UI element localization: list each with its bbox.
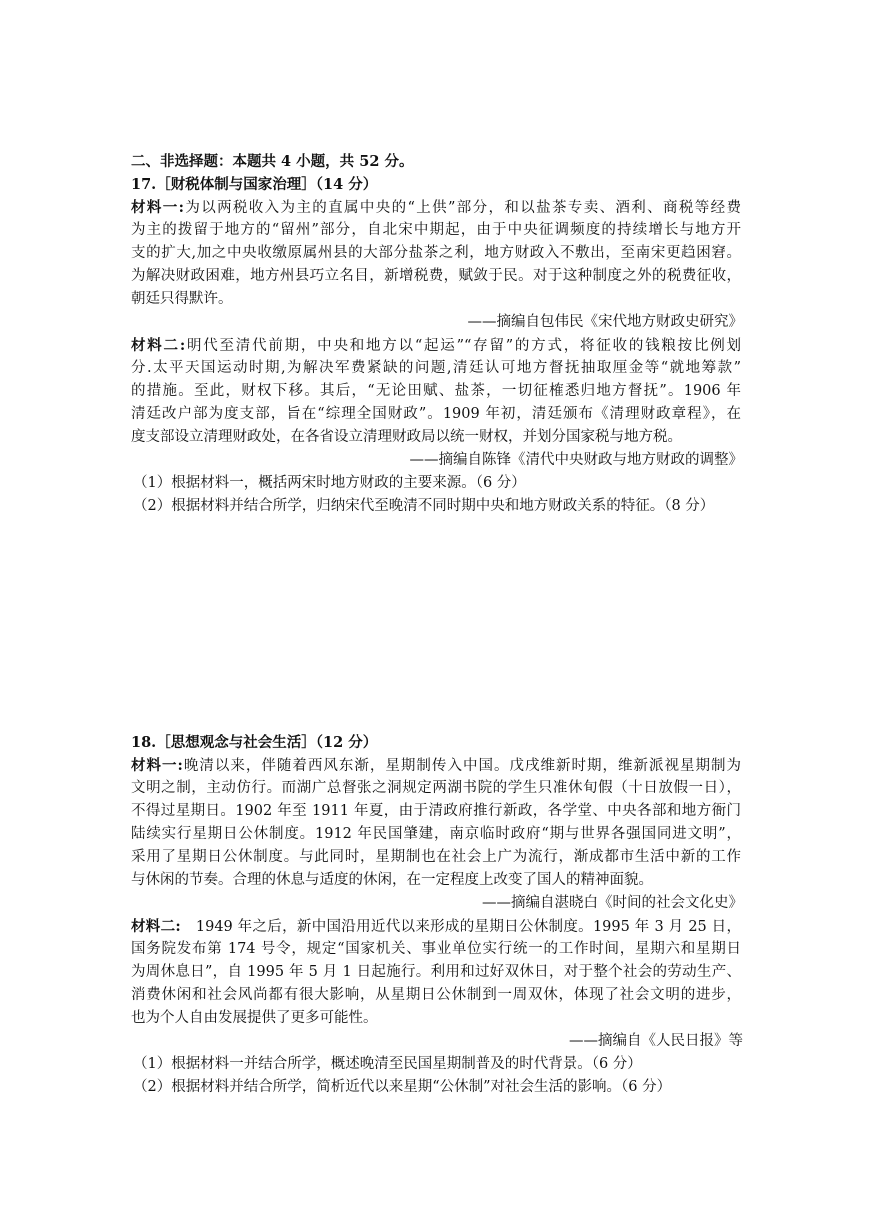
q17-m2-line: 分.太平天国运动时期,为解决军费紧缺的问题,清廷认可地方督抚抽取厘金等“就地筹款”: [131, 360, 741, 376]
q17-m2-line: 的措施。至此，财权下移。其后，“无论田赋、盐茶，一切征榷悉归地方督抚”。1906 年: [131, 383, 741, 399]
q18-title: 18.［思想观念与社会生活］（12 分）: [131, 734, 378, 751]
q17-m2-text: 明代至清代前期，中央和地方以“起运”“存留”的方式，将征收的钱粮按比例划: [185, 338, 741, 354]
q17-m2-label: 材料二:: [131, 337, 186, 354]
q18-m1-line: 与休闲的节奏。合理的休息与适度的休闲，在一定程度上改变了国人的精神面貌。: [131, 872, 653, 888]
q17-question: （1）根据材料一，概括两宋时地方财政的主要来源。（6 分）: [133, 475, 526, 491]
q17-m1-text: 为以两税收入为主的直属中央的“上供”部分，和以盐茶专卖、酒利、商税等经费: [183, 200, 742, 216]
q17-m1-source: ——摘编自包伟民《宋代地方财政史研究》: [467, 314, 743, 330]
q17-m1-line: 支的扩大,加之中央收缴原属州县的大部分盐茶之利，地方财政入不敷出，至南宋更趋困窘。: [131, 245, 741, 261]
q17-m1-line: 为主的拨留于地方的“留州”部分，自北宋中期起，由于中央征调频度的持续增长与地方开: [131, 222, 741, 238]
q18-question: （2）根据材料并结合所学，简析近代以来星期“公休制”对社会生活的影响。（6 分）: [133, 1079, 672, 1095]
q17-m1-label: 材料一:: [131, 199, 184, 216]
q17-m2-line: [131, 334, 741, 358]
q18-m2-line: 消费休闲和社会风尚都有很大影响，从星期日公休制到一周双休，体现了社会文明的进步，: [131, 987, 741, 1003]
q17-m1-line: 朝廷只得默许。: [131, 291, 233, 307]
q17-question: （2）根据材料并结合所学，归纳宋代至晚清不同时期中央和地方财政关系的特征。（8 分）: [133, 498, 715, 514]
q18-m1-line: 陆续实行星期日公休制度。1912 年民国肇建，南京临时政府“期与世界各强国同进文明”，: [131, 826, 741, 842]
q18-m2-label: 材料二:: [131, 918, 181, 935]
q18-m2-line: 国务院发布第 174 号令，规定“国家机关、事业单位实行统一的工作时间，星期六和星期日: [131, 941, 741, 957]
q18-m2-source: ——摘编自《人民日报》等: [569, 1033, 743, 1049]
q18-m1-source: ——摘编自湛晓白《时间的社会文化史》: [482, 895, 743, 911]
q18-m2-line: 也为个人自由发展提供了更多可能性。: [131, 1010, 378, 1026]
q18-m1-line: 文明之制，主动仿行。而湖广总督张之洞规定两湖书院的学生只准休旬假（十日放假一日），: [131, 780, 741, 796]
q17-m2-line: 度支部设立清理财政处，在各省设立清理财政局以统一财权，并划分国家税与地方税。: [131, 429, 682, 445]
q18-m2-text: 1949 年之后，新中国沿用近代以来形成的星期日公休制度。1995 年 3 月 25 日，: [180, 919, 741, 935]
q18-m2-line: 为周休息日”，自 1995 年 5 月 1 日起施行。利用和过好双休日，对于整个社会的劳动生产、: [131, 964, 741, 980]
section-title: 二、非选择题：本题共 4 小题，共 52 分。: [131, 153, 414, 170]
q18-m2-line: [131, 915, 741, 939]
q17-m2-source: ——摘编自陈锋《清代中央财政与地方财政的调整》: [409, 452, 743, 468]
q17-m1-line: 为解决财政困难，地方州县巧立名目，新增税费，赋敛于民。对于这种制度之外的税费征收，: [131, 268, 741, 284]
q18-m1-text: 晚清以来，伴随着西风东渐，星期制传入中国。戊戌维新时期，维新派视星期制为: [182, 758, 742, 774]
q18-m1-line: 采用了星期日公休制度。与此同时，星期制也在社会上广为流行，渐成都市生活中新的工作: [131, 849, 741, 865]
q17-m2-line: 清廷改户部为度支部，旨在“综理全国财政”。1909 年初，清廷颁布《清理财政章程》，在: [131, 406, 741, 422]
q17-m1-line: [131, 196, 741, 220]
q17-title: 17.［财税体制与国家治理］（14 分）: [131, 176, 378, 193]
q18-m1-line: [131, 754, 741, 778]
q18-question: （1）根据材料一并结合所学，概述晚清至民国星期制普及的时代背景。（6 分）: [133, 1056, 642, 1072]
q18-m1-line: 不得过星期日。1902 年至 1911 年夏，由于清政府推行新政，各学堂、中央各部和地方衙门: [131, 803, 741, 819]
q18-m1-label: 材料一:: [131, 757, 183, 774]
